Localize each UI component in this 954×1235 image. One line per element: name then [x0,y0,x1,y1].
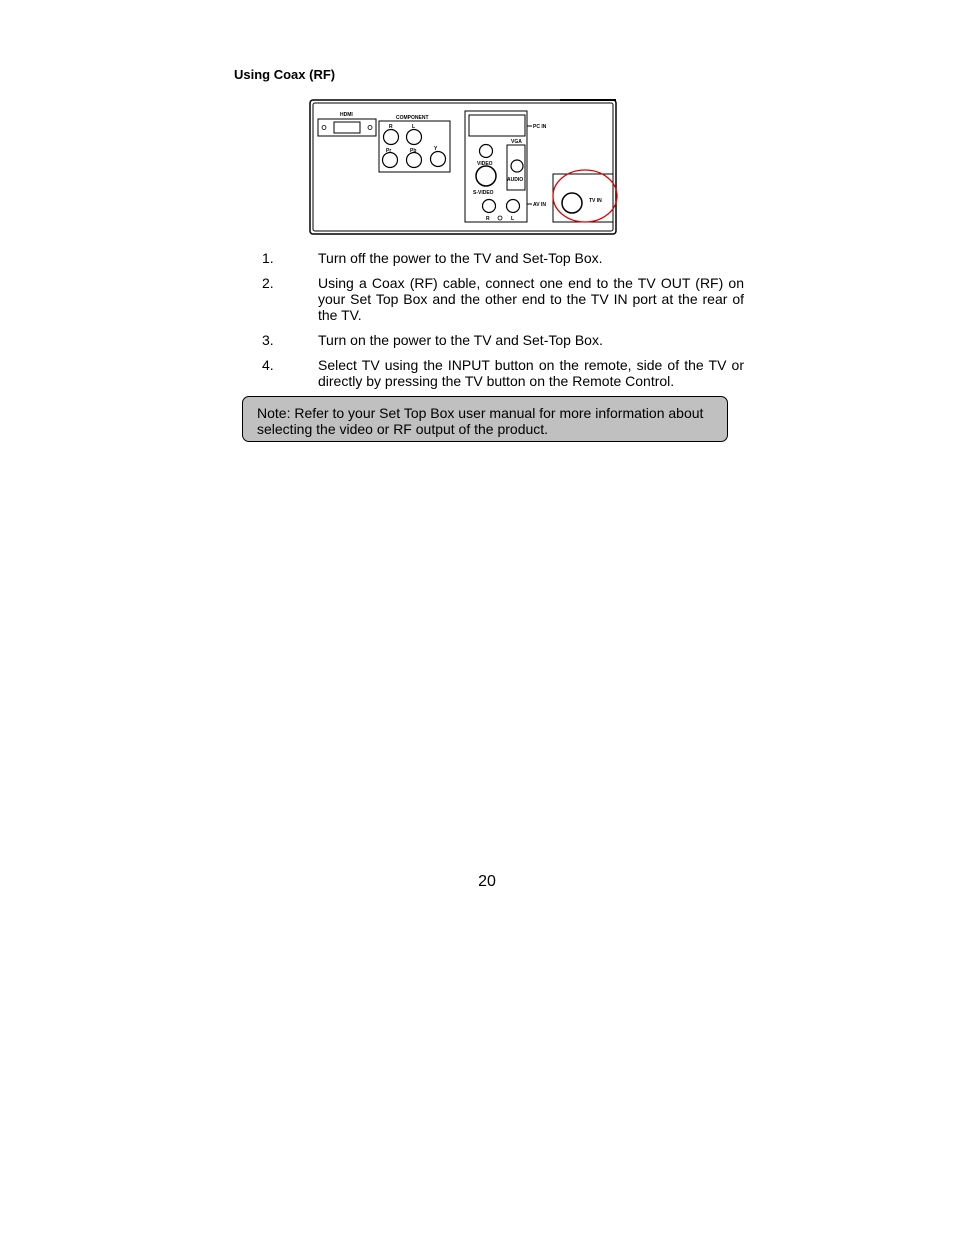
panel-outline [310,100,616,234]
tv-rear-panel-diagram [306,96,621,238]
pr-label: Pr [386,148,392,154]
step-3 [262,332,744,348]
instruction-steps [262,250,744,398]
step-text: Turn on the power to the TV and Set-Top Box. [318,332,603,348]
step-4 [262,357,744,389]
step-number: 2. [262,275,274,291]
y-label: Y [434,146,438,152]
step-text: Turn off the power to the TV and Set-Top Box. [318,250,603,266]
step-number: 1. [262,250,274,266]
step-text: Select TV using the INPUT button on the remote, side of the TV or directly by pressing the TV button on the Remote Control. [318,357,744,389]
component-r-label: R [389,124,393,130]
pc-in-label: PC IN [533,124,547,130]
step-1 [262,250,744,266]
av-r-label: R [486,216,490,222]
pb-label: Pb [410,148,417,154]
av-l-label: L [511,216,515,222]
step-2 [262,275,744,323]
rear-panel-illustration [306,96,621,238]
page-number: 20 [478,873,496,890]
hdmi-label: HDMI [340,112,353,118]
av-in-label: AV IN [533,202,546,208]
video-label: VIDEO [477,161,493,167]
svideo-label: S-VIDEO [473,190,494,196]
step-number: 4. [262,357,274,373]
note-box: Note: Refer to your Set Top Box user manual for more information about selecting the video or RF output of the product. [242,396,728,442]
vga-label: VGA [511,139,522,145]
audio-label: AUDIO [507,177,524,183]
step-text: Using a Coax (RF) cable, connect one end to the TV OUT (RF) on your Set Top Box and the other end to the TV IN port at the rear of the TV. [318,275,744,323]
component-label: COMPONENT [396,115,429,121]
step-number: 3. [262,332,274,348]
component-l-label: L [412,124,416,130]
tv-in-label: TV IN [589,198,602,204]
section-heading: Using Coax (RF) [234,67,336,82]
